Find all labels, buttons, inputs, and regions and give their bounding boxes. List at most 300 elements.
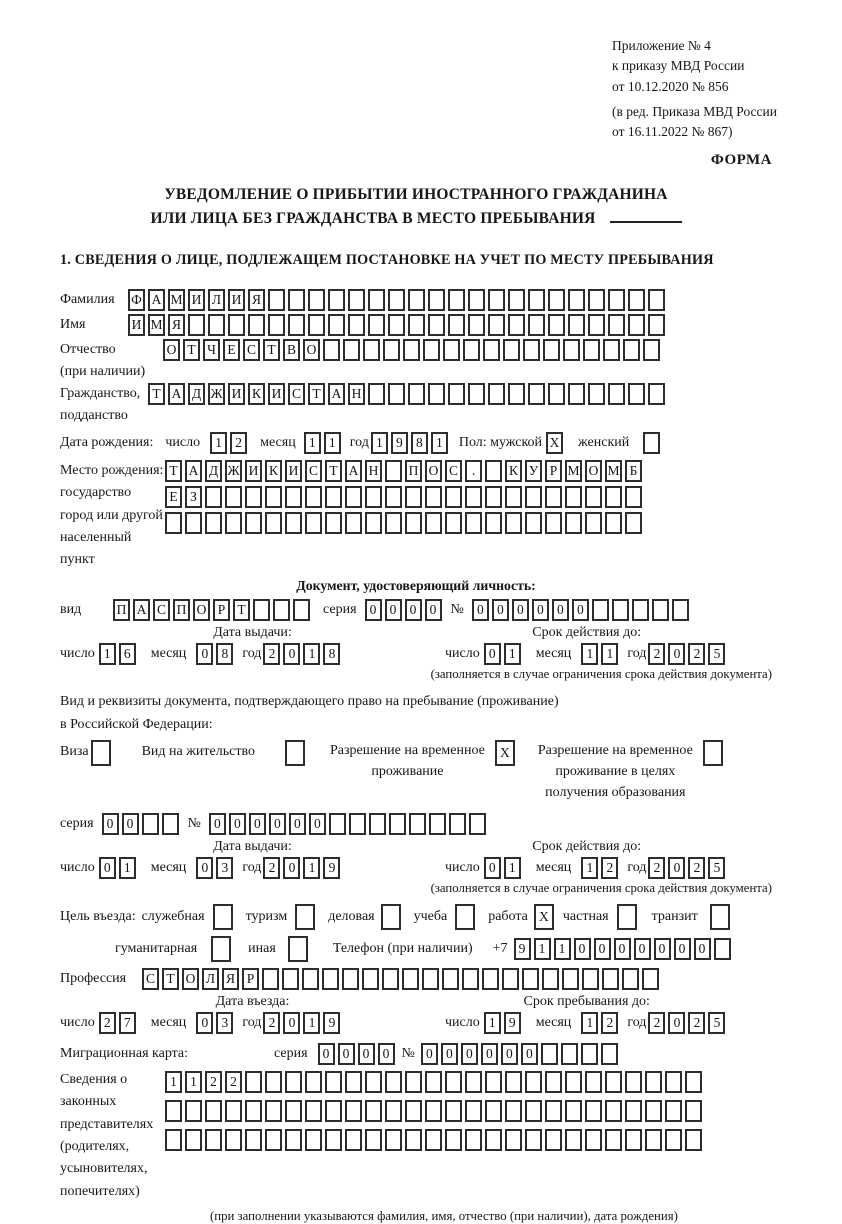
char-cell[interactable]: 0 xyxy=(501,1043,518,1065)
char-cell[interactable]: Р xyxy=(213,599,230,621)
char-cell[interactable] xyxy=(585,486,602,508)
char-cell[interactable]: О xyxy=(163,339,180,361)
char-cell[interactable] xyxy=(368,289,385,311)
char-cell[interactable] xyxy=(245,1129,262,1151)
char-cell[interactable]: 3 xyxy=(216,1012,233,1034)
char-cell[interactable] xyxy=(325,486,342,508)
char-cell[interactable] xyxy=(365,486,382,508)
char-cell[interactable] xyxy=(685,1071,702,1093)
char-cell[interactable] xyxy=(485,1100,502,1122)
char-cell[interactable]: К xyxy=(265,460,282,482)
char-cell[interactable] xyxy=(388,314,405,336)
char-cell[interactable]: 9 xyxy=(514,938,531,960)
char-cell[interactable]: 0 xyxy=(425,599,442,621)
char-cell[interactable]: Е xyxy=(223,339,240,361)
char-cell[interactable] xyxy=(285,740,305,766)
char-cell[interactable]: 1 xyxy=(534,938,551,960)
char-cell[interactable] xyxy=(225,512,242,534)
char-cell[interactable] xyxy=(622,968,639,990)
char-cell[interactable] xyxy=(211,936,231,962)
char-cell[interactable] xyxy=(325,1129,342,1151)
char-cell[interactable] xyxy=(305,1129,322,1151)
char-cell[interactable]: 2 xyxy=(230,432,247,454)
char-cell[interactable] xyxy=(623,339,640,361)
char-cell[interactable] xyxy=(205,486,222,508)
char-cell[interactable]: 2 xyxy=(601,1012,618,1034)
char-cell[interactable]: Т xyxy=(148,383,165,405)
char-cell[interactable] xyxy=(448,314,465,336)
char-cell[interactable] xyxy=(508,383,525,405)
char-cell[interactable]: 0 xyxy=(481,1043,498,1065)
char-cell[interactable] xyxy=(503,339,520,361)
char-cell[interactable] xyxy=(605,1100,622,1122)
char-cell[interactable] xyxy=(710,904,730,930)
char-cell[interactable]: 2 xyxy=(688,1012,705,1034)
char-cell[interactable]: С xyxy=(288,383,305,405)
char-cell[interactable]: С xyxy=(243,339,260,361)
char-cell[interactable] xyxy=(648,289,665,311)
char-cell[interactable] xyxy=(325,1100,342,1122)
char-cell[interactable]: И xyxy=(285,460,302,482)
char-cell[interactable]: 2 xyxy=(648,643,665,665)
char-cell[interactable] xyxy=(325,1071,342,1093)
char-cell[interactable]: 0 xyxy=(594,938,611,960)
char-cell[interactable]: 0 xyxy=(614,938,631,960)
char-cell[interactable] xyxy=(561,1043,578,1065)
char-cell[interactable]: 2 xyxy=(99,1012,116,1034)
char-cell[interactable] xyxy=(428,289,445,311)
char-cell[interactable] xyxy=(345,512,362,534)
char-cell[interactable] xyxy=(617,904,637,930)
char-cell[interactable]: Т xyxy=(233,599,250,621)
char-cell[interactable] xyxy=(268,289,285,311)
char-cell[interactable] xyxy=(645,1100,662,1122)
char-cell[interactable] xyxy=(469,813,486,835)
char-cell[interactable] xyxy=(485,486,502,508)
char-cell[interactable]: 1 xyxy=(303,643,320,665)
char-cell[interactable] xyxy=(405,1071,422,1093)
char-cell[interactable]: 0 xyxy=(196,1012,213,1034)
char-cell[interactable]: 0 xyxy=(99,857,116,879)
char-cell[interactable]: М xyxy=(168,289,185,311)
char-cell[interactable] xyxy=(542,968,559,990)
char-cell[interactable] xyxy=(328,314,345,336)
char-cell[interactable] xyxy=(348,314,365,336)
char-cell[interactable]: Л xyxy=(202,968,219,990)
char-cell[interactable] xyxy=(465,1100,482,1122)
char-cell[interactable]: 3 xyxy=(216,857,233,879)
char-cell[interactable]: 0 xyxy=(229,813,246,835)
char-cell[interactable]: 8 xyxy=(216,643,233,665)
char-cell[interactable] xyxy=(525,1100,542,1122)
char-cell[interactable] xyxy=(528,314,545,336)
char-cell[interactable] xyxy=(293,599,310,621)
char-cell[interactable]: Т xyxy=(308,383,325,405)
char-cell[interactable]: Ж xyxy=(208,383,225,405)
char-cell[interactable]: 0 xyxy=(378,1043,395,1065)
char-cell[interactable]: Т xyxy=(165,460,182,482)
char-cell[interactable]: 2 xyxy=(205,1071,222,1093)
char-cell[interactable] xyxy=(288,289,305,311)
char-cell[interactable] xyxy=(565,486,582,508)
char-cell[interactable] xyxy=(612,599,629,621)
char-cell[interactable]: А xyxy=(328,383,345,405)
char-cell[interactable] xyxy=(545,512,562,534)
char-cell[interactable] xyxy=(482,968,499,990)
char-cell[interactable]: 0 xyxy=(385,599,402,621)
char-cell[interactable]: . xyxy=(465,460,482,482)
char-cell[interactable] xyxy=(505,1100,522,1122)
char-cell[interactable]: 0 xyxy=(572,599,589,621)
char-cell[interactable] xyxy=(685,1100,702,1122)
char-cell[interactable] xyxy=(345,1071,362,1093)
char-cell[interactable] xyxy=(348,289,365,311)
char-cell[interactable] xyxy=(672,599,689,621)
char-cell[interactable] xyxy=(488,289,505,311)
char-cell[interactable] xyxy=(448,289,465,311)
char-cell[interactable] xyxy=(408,383,425,405)
char-cell[interactable] xyxy=(714,938,731,960)
char-cell[interactable]: И xyxy=(128,314,145,336)
char-cell[interactable]: 2 xyxy=(263,857,280,879)
char-cell[interactable]: 2 xyxy=(648,857,665,879)
char-cell[interactable]: 1 xyxy=(504,857,521,879)
char-cell[interactable] xyxy=(228,314,245,336)
char-cell[interactable]: 0 xyxy=(283,1012,300,1034)
char-cell[interactable] xyxy=(445,1071,462,1093)
char-cell[interactable] xyxy=(465,1129,482,1151)
char-cell[interactable] xyxy=(343,339,360,361)
char-cell[interactable] xyxy=(442,968,459,990)
char-cell[interactable] xyxy=(562,968,579,990)
char-cell[interactable]: Л xyxy=(208,289,225,311)
char-cell[interactable] xyxy=(585,1129,602,1151)
char-cell[interactable]: 2 xyxy=(263,1012,280,1034)
char-cell[interactable] xyxy=(548,383,565,405)
char-cell[interactable] xyxy=(245,512,262,534)
char-cell[interactable]: 1 xyxy=(581,643,598,665)
char-cell[interactable]: 0 xyxy=(694,938,711,960)
char-cell[interactable] xyxy=(288,936,308,962)
char-cell[interactable] xyxy=(488,383,505,405)
char-cell[interactable] xyxy=(602,968,619,990)
char-cell[interactable] xyxy=(205,1129,222,1151)
char-cell[interactable]: Т xyxy=(162,968,179,990)
char-cell[interactable] xyxy=(185,512,202,534)
char-cell[interactable] xyxy=(632,599,649,621)
char-cell[interactable] xyxy=(483,339,500,361)
char-cell[interactable]: 7 xyxy=(119,1012,136,1034)
char-cell[interactable]: 1 xyxy=(431,432,448,454)
char-cell[interactable] xyxy=(545,1100,562,1122)
char-cell[interactable]: О xyxy=(585,460,602,482)
char-cell[interactable] xyxy=(205,1100,222,1122)
char-cell[interactable] xyxy=(423,339,440,361)
char-cell[interactable]: Я xyxy=(168,314,185,336)
char-cell[interactable] xyxy=(545,1071,562,1093)
char-cell[interactable]: М xyxy=(148,314,165,336)
char-cell[interactable]: 0 xyxy=(269,813,286,835)
char-cell[interactable] xyxy=(628,314,645,336)
char-cell[interactable] xyxy=(385,486,402,508)
char-cell[interactable]: 2 xyxy=(601,857,618,879)
char-cell[interactable]: Б xyxy=(625,460,642,482)
char-cell[interactable] xyxy=(328,289,345,311)
char-cell[interactable]: И xyxy=(188,289,205,311)
char-cell[interactable] xyxy=(648,314,665,336)
char-cell[interactable]: 0 xyxy=(358,1043,375,1065)
char-cell[interactable] xyxy=(642,968,659,990)
char-cell[interactable] xyxy=(581,1043,598,1065)
char-cell[interactable]: 9 xyxy=(391,432,408,454)
char-cell[interactable]: Е xyxy=(165,486,182,508)
char-cell[interactable] xyxy=(502,968,519,990)
char-cell[interactable] xyxy=(403,339,420,361)
char-cell[interactable] xyxy=(262,968,279,990)
char-cell[interactable] xyxy=(462,968,479,990)
char-cell[interactable] xyxy=(408,314,425,336)
char-cell[interactable]: X xyxy=(546,432,563,454)
char-cell[interactable] xyxy=(365,1071,382,1093)
char-cell[interactable] xyxy=(429,813,446,835)
char-cell[interactable]: 0 xyxy=(209,813,226,835)
char-cell[interactable] xyxy=(488,314,505,336)
char-cell[interactable] xyxy=(543,339,560,361)
char-cell[interactable]: А xyxy=(168,383,185,405)
char-cell[interactable] xyxy=(525,1071,542,1093)
char-cell[interactable] xyxy=(508,314,525,336)
char-cell[interactable]: 1 xyxy=(119,857,136,879)
char-cell[interactable] xyxy=(665,1100,682,1122)
char-cell[interactable] xyxy=(703,740,723,766)
char-cell[interactable]: С xyxy=(153,599,170,621)
char-cell[interactable]: 0 xyxy=(532,599,549,621)
char-cell[interactable]: X xyxy=(534,904,554,930)
char-cell[interactable] xyxy=(565,512,582,534)
char-cell[interactable] xyxy=(91,740,111,766)
char-cell[interactable] xyxy=(588,383,605,405)
char-cell[interactable]: 1 xyxy=(371,432,388,454)
char-cell[interactable] xyxy=(505,512,522,534)
char-cell[interactable]: 0 xyxy=(668,643,685,665)
char-cell[interactable] xyxy=(468,314,485,336)
char-cell[interactable] xyxy=(308,289,325,311)
char-cell[interactable] xyxy=(625,1129,642,1151)
char-cell[interactable] xyxy=(345,1129,362,1151)
char-cell[interactable]: X xyxy=(495,740,515,766)
char-cell[interactable] xyxy=(405,1100,422,1122)
char-cell[interactable]: 0 xyxy=(472,599,489,621)
char-cell[interactable]: В xyxy=(283,339,300,361)
char-cell[interactable] xyxy=(245,486,262,508)
char-cell[interactable] xyxy=(345,486,362,508)
char-cell[interactable]: 1 xyxy=(303,1012,320,1034)
char-cell[interactable] xyxy=(365,512,382,534)
char-cell[interactable] xyxy=(265,1129,282,1151)
char-cell[interactable] xyxy=(508,289,525,311)
char-cell[interactable] xyxy=(385,460,402,482)
char-cell[interactable]: 9 xyxy=(504,1012,521,1034)
char-cell[interactable] xyxy=(385,1071,402,1093)
char-cell[interactable]: Н xyxy=(365,460,382,482)
char-cell[interactable] xyxy=(388,383,405,405)
char-cell[interactable]: 1 xyxy=(324,432,341,454)
char-cell[interactable] xyxy=(349,813,366,835)
char-cell[interactable] xyxy=(162,813,179,835)
char-cell[interactable] xyxy=(428,314,445,336)
char-cell[interactable]: 0 xyxy=(421,1043,438,1065)
char-cell[interactable] xyxy=(485,1129,502,1151)
char-cell[interactable] xyxy=(408,289,425,311)
char-cell[interactable] xyxy=(425,1071,442,1093)
char-cell[interactable]: Я xyxy=(222,968,239,990)
char-cell[interactable]: 2 xyxy=(263,643,280,665)
char-cell[interactable]: З xyxy=(185,486,202,508)
char-cell[interactable] xyxy=(305,512,322,534)
char-cell[interactable] xyxy=(409,813,426,835)
char-cell[interactable]: 0 xyxy=(405,599,422,621)
char-cell[interactable] xyxy=(428,383,445,405)
char-cell[interactable]: 0 xyxy=(484,857,501,879)
char-cell[interactable] xyxy=(455,904,475,930)
char-cell[interactable]: 0 xyxy=(196,643,213,665)
char-cell[interactable] xyxy=(625,1071,642,1093)
char-cell[interactable]: И xyxy=(268,383,285,405)
char-cell[interactable] xyxy=(605,512,622,534)
char-cell[interactable]: А xyxy=(185,460,202,482)
char-cell[interactable] xyxy=(505,1071,522,1093)
char-cell[interactable]: О xyxy=(182,968,199,990)
char-cell[interactable] xyxy=(485,1071,502,1093)
char-cell[interactable]: М xyxy=(605,460,622,482)
char-cell[interactable] xyxy=(325,512,342,534)
char-cell[interactable] xyxy=(608,289,625,311)
char-cell[interactable] xyxy=(165,1129,182,1151)
char-cell[interactable] xyxy=(445,512,462,534)
char-cell[interactable] xyxy=(385,1129,402,1151)
char-cell[interactable]: О xyxy=(193,599,210,621)
char-cell[interactable]: И xyxy=(228,383,245,405)
char-cell[interactable]: 0 xyxy=(318,1043,335,1065)
char-cell[interactable] xyxy=(465,1071,482,1093)
char-cell[interactable] xyxy=(253,599,270,621)
char-cell[interactable] xyxy=(585,512,602,534)
char-cell[interactable] xyxy=(362,968,379,990)
char-cell[interactable] xyxy=(185,1100,202,1122)
char-cell[interactable] xyxy=(608,314,625,336)
char-cell[interactable] xyxy=(165,512,182,534)
char-cell[interactable] xyxy=(548,314,565,336)
char-cell[interactable] xyxy=(525,512,542,534)
char-cell[interactable]: 0 xyxy=(102,813,119,835)
char-cell[interactable]: 1 xyxy=(303,857,320,879)
char-cell[interactable]: Ф xyxy=(128,289,145,311)
char-cell[interactable]: Т xyxy=(183,339,200,361)
char-cell[interactable] xyxy=(628,383,645,405)
char-cell[interactable] xyxy=(585,1071,602,1093)
char-cell[interactable]: 5 xyxy=(708,1012,725,1034)
char-cell[interactable] xyxy=(601,1043,618,1065)
char-cell[interactable]: 1 xyxy=(581,857,598,879)
char-cell[interactable] xyxy=(568,383,585,405)
char-cell[interactable] xyxy=(385,512,402,534)
char-cell[interactable]: 1 xyxy=(304,432,321,454)
char-cell[interactable] xyxy=(505,486,522,508)
char-cell[interactable] xyxy=(342,968,359,990)
char-cell[interactable] xyxy=(405,486,422,508)
char-cell[interactable] xyxy=(329,813,346,835)
char-cell[interactable]: 0 xyxy=(634,938,651,960)
char-cell[interactable]: 9 xyxy=(323,1012,340,1034)
char-cell[interactable] xyxy=(463,339,480,361)
char-cell[interactable] xyxy=(443,339,460,361)
char-cell[interactable]: Ж xyxy=(225,460,242,482)
char-cell[interactable]: М xyxy=(565,460,582,482)
char-cell[interactable] xyxy=(603,339,620,361)
char-cell[interactable]: А xyxy=(133,599,150,621)
char-cell[interactable] xyxy=(505,1129,522,1151)
char-cell[interactable] xyxy=(445,486,462,508)
char-cell[interactable]: 0 xyxy=(365,599,382,621)
char-cell[interactable] xyxy=(605,1071,622,1093)
char-cell[interactable]: Т xyxy=(325,460,342,482)
char-cell[interactable] xyxy=(185,1129,202,1151)
char-cell[interactable] xyxy=(449,813,466,835)
char-cell[interactable] xyxy=(265,512,282,534)
char-cell[interactable] xyxy=(652,599,669,621)
char-cell[interactable] xyxy=(528,383,545,405)
char-cell[interactable] xyxy=(225,486,242,508)
char-cell[interactable] xyxy=(425,512,442,534)
char-cell[interactable] xyxy=(188,314,205,336)
char-cell[interactable] xyxy=(285,1100,302,1122)
char-cell[interactable] xyxy=(405,512,422,534)
char-cell[interactable]: Т xyxy=(263,339,280,361)
char-cell[interactable] xyxy=(445,1129,462,1151)
char-cell[interactable] xyxy=(295,904,315,930)
char-cell[interactable] xyxy=(225,1100,242,1122)
char-cell[interactable] xyxy=(288,314,305,336)
char-cell[interactable]: П xyxy=(405,460,422,482)
char-cell[interactable]: 0 xyxy=(441,1043,458,1065)
char-cell[interactable] xyxy=(323,339,340,361)
char-cell[interactable] xyxy=(213,904,233,930)
char-cell[interactable]: 0 xyxy=(283,643,300,665)
char-cell[interactable] xyxy=(363,339,380,361)
char-cell[interactable] xyxy=(583,339,600,361)
char-cell[interactable] xyxy=(422,968,439,990)
char-cell[interactable] xyxy=(645,1129,662,1151)
char-cell[interactable]: С xyxy=(142,968,159,990)
char-cell[interactable]: 2 xyxy=(225,1071,242,1093)
char-cell[interactable] xyxy=(605,486,622,508)
char-cell[interactable]: 8 xyxy=(411,432,428,454)
char-cell[interactable]: 5 xyxy=(708,857,725,879)
char-cell[interactable]: 9 xyxy=(323,857,340,879)
char-cell[interactable] xyxy=(665,1071,682,1093)
char-cell[interactable] xyxy=(585,1100,602,1122)
char-cell[interactable] xyxy=(225,1129,242,1151)
char-cell[interactable]: 0 xyxy=(521,1043,538,1065)
char-cell[interactable] xyxy=(545,1129,562,1151)
char-cell[interactable] xyxy=(523,339,540,361)
char-cell[interactable]: 0 xyxy=(574,938,591,960)
char-cell[interactable] xyxy=(245,1100,262,1122)
char-cell[interactable]: А xyxy=(148,289,165,311)
char-cell[interactable] xyxy=(305,1100,322,1122)
char-cell[interactable]: 1 xyxy=(99,643,116,665)
char-cell[interactable]: О xyxy=(303,339,320,361)
